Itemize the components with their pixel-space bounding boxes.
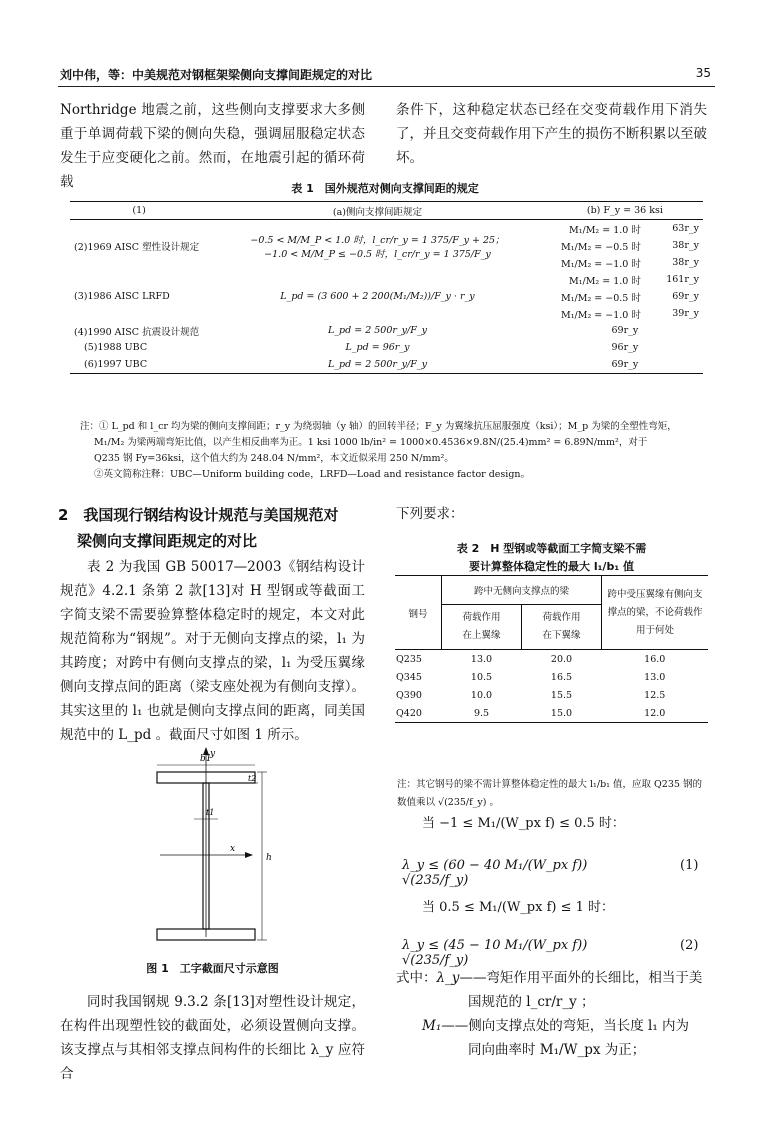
table2-grade: Q345	[396, 671, 422, 683]
table2-cell: 10.0	[470, 689, 493, 701]
equation-2-number: (2)	[680, 938, 699, 953]
eq-condition-1: 当 −1 ≤ M₁/(W_px f) ≤ 0.5 时：	[422, 816, 625, 831]
table1-rule: L_pd = 2 500r_y/F_y	[327, 359, 427, 370]
intro-left: Northridge 地震之前，这些侧向支撑要求大多侧重于单调荷载下梁的侧向失稳，强调屈服稳定状态发生于应变硬化之前。然而，在地震引起的循环荷载	[60, 102, 365, 190]
x-axis-arrow	[245, 852, 253, 858]
table1-header-col2: (a)侧向支撑间距规定	[332, 206, 422, 218]
table1-rule-line: −1.0 < M/M_P ≤ −0.5 时，l_cr/r_y = 1 375/F_y	[264, 248, 491, 260]
def1-symbol: λ_y	[436, 970, 460, 986]
table1-code: (4)1990 AISC 抗震设计规范	[74, 326, 200, 338]
table1-code: (2)1969 AISC 塑性设计规定	[74, 241, 200, 253]
h-label: h	[266, 853, 272, 863]
def2-line1: ——侧向支撑点处的弯矩，当长度 l₁ 内为	[441, 1018, 690, 1034]
table1-value: 69r_y	[672, 291, 699, 302]
table-row	[395, 668, 708, 686]
table1-case: M₁/M₂ = −1.0 时	[561, 258, 641, 270]
table1-code: (5)1988 UBC	[84, 342, 148, 353]
table2-cell: 9.5	[473, 707, 490, 719]
running-title: 刘中伟，等：中美规范对钢框架梁侧向支撑间距规定的对比	[60, 68, 373, 82]
eq-condition-2: 当 0.5 ≤ M₁/(W_px f) ≤ 1 时：	[422, 900, 615, 915]
equation-1: λ_y ≤ (60 − 40 M₁/(W_px f)) √(235/f_y)	[402, 858, 588, 888]
table1-rule	[208, 220, 547, 272]
table1-header-row	[70, 202, 703, 220]
definition-1	[396, 966, 707, 990]
b1-label: b1	[200, 754, 212, 764]
table2-cell: 15.5	[550, 689, 573, 701]
table1-case: M₁/M₂ = −0.5 时	[561, 241, 641, 253]
t2-label: t2	[248, 774, 257, 783]
section2-title-line1: 2 我国现行钢结构设计规范与美国规范对	[58, 506, 339, 524]
table2-h-top: 荷载作用在上翼缘	[442, 605, 522, 650]
table2-cell: 16.0	[644, 653, 666, 665]
definition-2	[396, 1014, 707, 1038]
table2-cell: 15.0	[550, 707, 573, 719]
y-axis-label: y	[210, 749, 216, 759]
def2-line2: 同向曲率时 M₁/W_px 为正；	[468, 1042, 646, 1058]
table1-header-col1: (1)	[132, 205, 146, 216]
table2-caption	[395, 540, 708, 576]
section2-para1: 表 2 为我国 GB 50017—2003《钢结构设计规范》4.2.1 条第 2 款[13]对 H 型钢或等截面工字简支梁不需要验算整体稳定时的规定，本文对此规范简称为“钢规”。对于无侧向支撑点的梁，l₁ 为其跨度；对跨中有侧向支撑点的梁，l₁ 为受压翼缘侧向支撑点间的距离（梁支座处视为有侧向支撑）。其实这里的 l₁ 也就是侧向支撑点间的距离，同美国规范中的 L_pd 。截面尺寸如图 1 所示。	[60, 559, 365, 743]
table1-value: 63r_y	[672, 223, 699, 234]
section2-title-line2: 梁侧向支撑间距规定的对比	[77, 532, 258, 550]
figure1-ibeam	[140, 745, 300, 950]
running-header	[60, 66, 717, 84]
table1-case: M₁/M₂ = −1.0 时	[561, 309, 641, 321]
table1-caption: 表 1 国外规范对侧向支撑间距的规定	[291, 182, 479, 195]
table2-grade: Q235	[396, 653, 422, 665]
section2-para2: 同时我国钢规 9.3.2 条[13]对塑性设计规定，在构件出现塑性铰的截面处，必须设置侧向支撑。该支撑点与其相邻支撑点间构件的长细比 λ_y 应符合	[60, 994, 365, 1082]
table1-note: M₁/M₂ 为梁两端弯矩比值，以产生相反曲率为正。1 ksi 1000 lb/in² = 1000×0.4536×9.8N/(25.4)mm² = 6.89N/mm²，对于	[94, 437, 648, 448]
table2-cell: 12.0	[644, 707, 666, 719]
definitions	[396, 966, 707, 1062]
table1-value: 39r_y	[672, 308, 699, 319]
def2-symbol: M₁	[422, 1018, 442, 1034]
table1-rule: L_pd = 2 500r_y/F_y	[327, 325, 427, 336]
table-row	[395, 704, 708, 723]
table2-note: 注：其它钢号的梁不需计算整体稳定性的最大 l₁/b₁ 值，应取 Q235 钢的数值乘以 √(235/f_y) 。	[397, 779, 702, 808]
table-row	[70, 220, 703, 238]
table1-note: Q235 钢 Fy=36ksi，这个值大约为 248.04 N/mm²，本文近似采用 250 N/mm²。	[94, 453, 454, 464]
table2-cell: 16.5	[550, 671, 573, 683]
table1-value: 69r_y	[611, 325, 639, 336]
table2-h-brace: 跨中受压翼缘有侧向支撑点的梁，不论荷载作用于何处	[602, 576, 709, 650]
table1-value: 161r_y	[666, 274, 699, 285]
table2-h-grade: 钢号	[395, 576, 442, 650]
table1-case: M₁/M₂ = 1.0 时	[568, 224, 641, 236]
table1-value: 38r_y	[672, 240, 699, 251]
table1-note: 注：① L_pd 和 l_cr 均为梁的侧向支撑间距；r_y 为绕弱轴（y 轴）的回转半径；F_y 为翼缘抗压屈服强度（ksi）；M_p 为梁的全塑性弯矩，	[80, 421, 677, 432]
table1-rule-line: −0.5 < M/M_P < 1.0 时，l_cr/r_y = 1 375/F_y + 25；	[250, 234, 505, 246]
table-row	[70, 356, 703, 374]
table1-rule: L_pd = (3 600 + 2 200(M₁/M₂))/F_y · r_y	[280, 291, 475, 302]
table1-value: 38r_y	[672, 257, 699, 268]
equation-2: λ_y ≤ (45 − 10 M₁/(W_px f)) √(235/f_y)	[402, 938, 588, 968]
table2-cell: 12.5	[644, 689, 666, 701]
t1-label: t1	[206, 808, 215, 817]
table1-case: M₁/M₂ = 1.0 时	[568, 275, 641, 287]
def1-line2: 国规范的 l_cr/r_y ；	[468, 994, 595, 1010]
table1-value: 69r_y	[611, 359, 639, 370]
table1-case: M₁/M₂ = −0.5 时	[561, 292, 641, 304]
figure1-caption: 图 1 工字截面尺寸示意图	[146, 962, 279, 975]
table1-value: 96r_y	[611, 342, 639, 353]
table1-header-col3: (b) F_y = 36 ksi	[586, 205, 663, 216]
x-axis-label: x	[230, 844, 236, 854]
section2-title	[58, 502, 368, 554]
def1-line1: ——弯矩作用平面外的长细比，相当于美	[459, 970, 703, 986]
table-row	[395, 686, 708, 704]
page-number: 35	[695, 66, 711, 80]
table2-cell: 13.0	[470, 653, 493, 665]
table-row	[70, 339, 703, 356]
table1-rule: L_pd = 96r_y	[345, 342, 410, 353]
table2-caption-line2: 要计算整体稳定性的最大 l₁/b₁ 值	[469, 560, 634, 573]
table2-caption-line1: 表 2 H 型钢或等截面工字简支梁不需	[456, 542, 647, 555]
table1-note: ②英文简称注释：UBC—Uniform building code，LRFD—Load and resistance factor design。	[94, 469, 531, 480]
table1-notes	[80, 419, 710, 483]
table-row	[70, 322, 703, 339]
def-lead: 式中：	[396, 970, 437, 986]
table-row	[70, 271, 703, 288]
table2-h-nobrace: 跨中无侧向支撑点的梁	[442, 576, 602, 605]
table1-code: (6)1997 UBC	[84, 359, 148, 370]
table2-header-row	[395, 576, 708, 605]
equation-1-number: (1)	[680, 858, 699, 873]
table1-code: (3)1986 AISC LRFD	[74, 291, 170, 302]
table2-h-bot: 荷载作用在下翼缘	[522, 605, 602, 650]
table-row	[395, 650, 708, 669]
table1	[70, 201, 703, 374]
right-intro: 下列要求：	[396, 506, 464, 522]
table2-grade: Q420	[396, 707, 422, 719]
table2-cell: 20.0	[550, 653, 573, 665]
table2-grade: Q390	[396, 689, 422, 701]
table2	[395, 575, 708, 723]
intro-right: 条件下，这种稳定状态已经在交变荷载作用下消失了，并且交变荷载作用下产生的损伤不断积累以至破坏。	[396, 102, 707, 166]
table2-cell: 10.5	[470, 671, 493, 683]
table2-cell: 13.0	[644, 671, 666, 683]
header-rule	[58, 86, 715, 87]
